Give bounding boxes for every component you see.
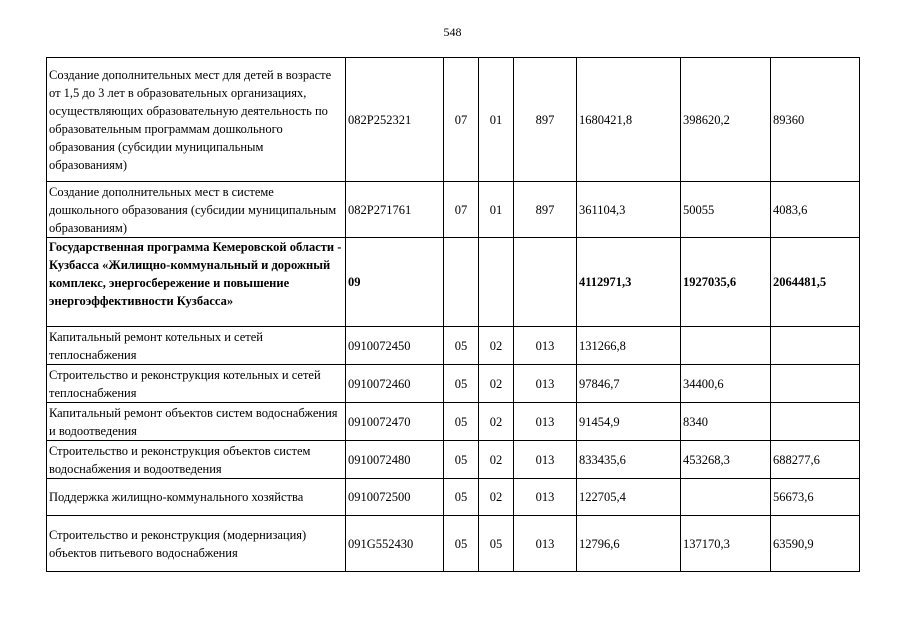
row-section: 05 — [444, 441, 479, 479]
row-name: Строительство и реконструкция объектов систем водоснабжения и водоотведения — [47, 441, 346, 479]
row-value-2: 34400,6 — [681, 365, 771, 403]
row-subsection: 02 — [479, 403, 514, 441]
budget-table — [46, 57, 860, 572]
row-subsection: 01 — [479, 58, 514, 182]
row-name: Строительство и реконструкция котельных и сетей теплоснабжения — [47, 365, 346, 403]
row-value-3: 56673,6 — [771, 479, 860, 516]
row-code: 082P271761 — [346, 182, 444, 238]
row-code: 0910072480 — [346, 441, 444, 479]
row-name: Капитальный ремонт объектов систем водоснабжения и водоотведения — [47, 403, 346, 441]
row-value-2: 50055 — [681, 182, 771, 238]
row-value-3 — [771, 327, 860, 365]
row-section: 05 — [444, 479, 479, 516]
row-grbs: 013 — [514, 516, 577, 572]
row-grbs: 013 — [514, 327, 577, 365]
table-row — [47, 182, 860, 238]
row-value-3: 89360 — [771, 58, 860, 182]
row-value-1: 1680421,8 — [577, 58, 681, 182]
row-value-1: 131266,8 — [577, 327, 681, 365]
table-row — [47, 365, 860, 403]
row-section: 05 — [444, 403, 479, 441]
row-code: 0910072470 — [346, 403, 444, 441]
row-value-1: 4112971,3 — [577, 238, 681, 327]
row-value-3 — [771, 403, 860, 441]
row-value-1: 12796,6 — [577, 516, 681, 572]
row-grbs: 013 — [514, 403, 577, 441]
table-row — [47, 479, 860, 516]
row-section: 05 — [444, 365, 479, 403]
table-row — [47, 441, 860, 479]
row-value-3: 4083,6 — [771, 182, 860, 238]
row-value-3 — [771, 365, 860, 403]
row-value-2: 453268,3 — [681, 441, 771, 479]
row-value-1: 91454,9 — [577, 403, 681, 441]
row-code: 0910072500 — [346, 479, 444, 516]
table-row — [47, 238, 860, 327]
row-value-2: 137170,3 — [681, 516, 771, 572]
row-value-1: 97846,7 — [577, 365, 681, 403]
row-subsection: 01 — [479, 182, 514, 238]
table-row — [47, 58, 860, 182]
row-value-3: 688277,6 — [771, 441, 860, 479]
row-value-2 — [681, 479, 771, 516]
row-grbs: 013 — [514, 479, 577, 516]
row-subsection: 02 — [479, 327, 514, 365]
row-value-1: 833435,6 — [577, 441, 681, 479]
row-value-2: 398620,2 — [681, 58, 771, 182]
row-value-2 — [681, 327, 771, 365]
row-code: 082P252321 — [346, 58, 444, 182]
row-grbs: 897 — [514, 182, 577, 238]
row-grbs — [514, 238, 577, 327]
row-grbs: 013 — [514, 365, 577, 403]
row-section: 05 — [444, 516, 479, 572]
row-value-2: 1927035,6 — [681, 238, 771, 327]
row-name: Поддержка жилищно-коммунального хозяйства — [47, 479, 346, 516]
row-grbs: 013 — [514, 441, 577, 479]
table-row — [47, 327, 860, 365]
row-section: 07 — [444, 58, 479, 182]
row-subsection: 02 — [479, 479, 514, 516]
row-name: Создание дополнительных мест в системе дошкольного образования (субсидии муниципальным образованиям) — [47, 182, 346, 238]
row-value-3: 63590,9 — [771, 516, 860, 572]
row-subsection — [479, 238, 514, 327]
table-row — [47, 516, 860, 572]
row-name: Создание дополнительных мест для детей в возрасте от 1,5 до 3 лет в образовательных организациях, осуществляющих образовательную деятельность по образовательным программам дошкольного образования (субсидии муниципальным образованиям) — [47, 58, 346, 182]
row-grbs: 897 — [514, 58, 577, 182]
row-code: 09 — [346, 238, 444, 327]
row-value-1: 361104,3 — [577, 182, 681, 238]
row-name: Капитальный ремонт котельных и сетей теплоснабжения — [47, 327, 346, 365]
row-subsection: 02 — [479, 365, 514, 403]
row-section: 07 — [444, 182, 479, 238]
row-code: 0910072460 — [346, 365, 444, 403]
row-value-1: 122705,4 — [577, 479, 681, 516]
page-number: 548 — [443, 25, 462, 39]
row-code: 091G552430 — [346, 516, 444, 572]
row-section: 05 — [444, 327, 479, 365]
row-section — [444, 238, 479, 327]
row-name: Государственная программа Кемеровской области - Кузбасса «Жилищно-коммунальный и дорожный комплекс, энергосбережение и повышение энергоэффективности Кузбасса» — [47, 238, 346, 327]
row-subsection: 05 — [479, 516, 514, 572]
row-name: Строительство и реконструкция (модернизация) объектов питьевого водоснабжения — [47, 516, 346, 572]
row-value-2: 8340 — [681, 403, 771, 441]
row-value-3: 2064481,5 — [771, 238, 860, 327]
table-row — [47, 403, 860, 441]
row-subsection: 02 — [479, 441, 514, 479]
row-code: 0910072450 — [346, 327, 444, 365]
